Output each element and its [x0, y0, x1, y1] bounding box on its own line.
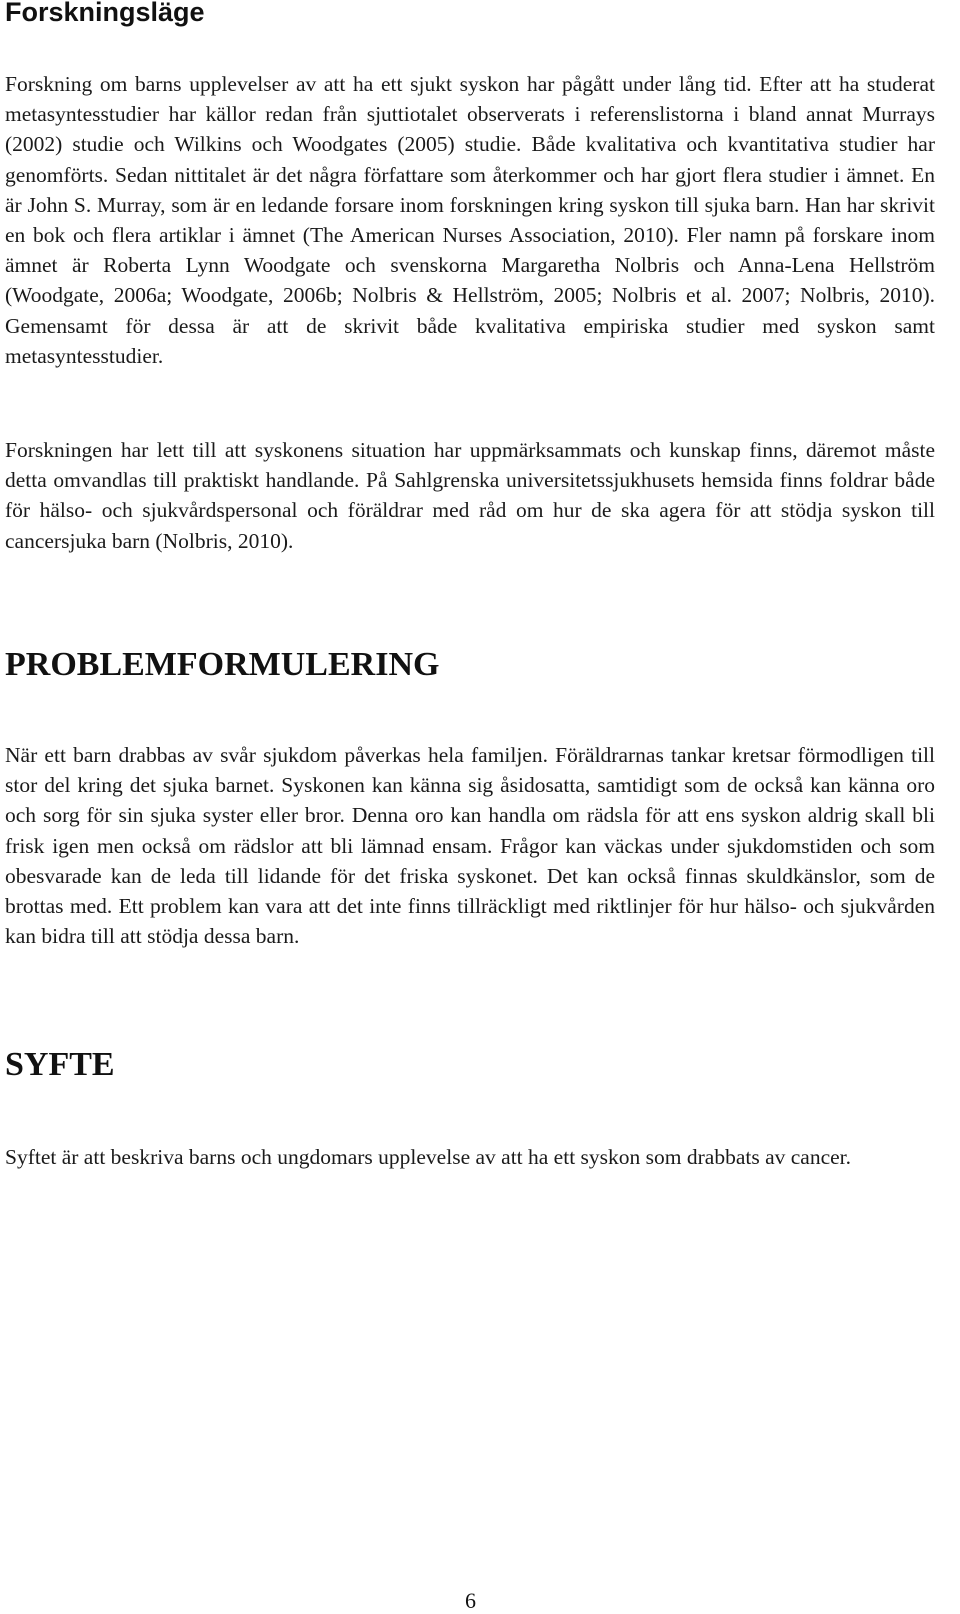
paragraph-forskningslage-1: Forskning om barns upplevelser av att ha ett sjukt syskon har pågått under lång tid. Efter att ha studerat metasyntesstudier har källor redan från sjuttiotalet observerats i referenslistorna i bland annat Murrays (2002) studie och Wilkins och Woodgates (2005) studie. Både kvalitativa och kvantitativa studier har genomförts. Sedan nittitalet är det några författare som återkommer och har gjort flera studier i ämnet. En är John S. Murray, som är en ledande forsare inom forskningen kring syskon till sjuka barn. Han har skrivit en bok och flera artiklar i ämnet (The American Nurses Association, 2010). Fler namn på forskare inom ämnet är Roberta Lynn Woodgate och svenskorna Margaretha Nolbris och Anna-Lena Hellström (Woodgate, 2006a; Woodgate, 2006b; Nolbris & Hellström, 2005; Nolbris et al. 2007; Nolbris, 2010). Gemensamt för dessa är att de skrivit både kvalitativa empiriska studier med syskon samt metasyntesstudier.: [5, 72, 935, 368]
section-heading-forskningslage: Forskningsläge: [5, 0, 205, 27]
paragraph-syfte: Syftet är att beskriva barns och ungdomars upplevelse av att ha ett syskon som drabbats av cancer.: [5, 1145, 852, 1169]
paragraph-forskningslage-2: Forskningen har lett till att syskonens situation har uppmärksammats och kunskap finns, däremot måste detta omvandlas till praktiskt handlande. På Sahlgrenska universitetssjukhusets hemsida finns foldrar både för hälso- och sjukvårdspersonal och föräldrar med råd om hur de ska agera för att stödja syskon till cancersjuka barn (Nolbris, 2010).: [5, 438, 935, 553]
section-heading-problemformulering: PROBLEMFORMULERING: [5, 646, 440, 683]
section-heading-syfte: SYFTE: [5, 1046, 115, 1083]
paragraph-problemformulering: När ett barn drabbas av svår sjukdom påverkas hela familjen. Föräldrarnas tankar kretsar förmodligen till stor del kring det sjuka barnet. Syskonen kan känna sig åsidosatta, samtidigt som de också kan känna oro och sorg för sin sjuka syster eller bror. Denna oro kan handla om rädsla för att ens syskon aldrig skall bli frisk igen men också om rädslor att bli lämnad ensam. Frågor kan väckas under sjukdomstiden och som obesvarade kan de leda till lidande för det friska syskonet. Det kan också finnas skuldkänslor, som de brottas med. Ett problem kan vara att det inte finns tillräckligt med riktlinjer för hur hälso- och sjukvården kan bidra till att stödja dessa barn.: [5, 743, 935, 949]
page-number: 6: [465, 1588, 476, 1613]
